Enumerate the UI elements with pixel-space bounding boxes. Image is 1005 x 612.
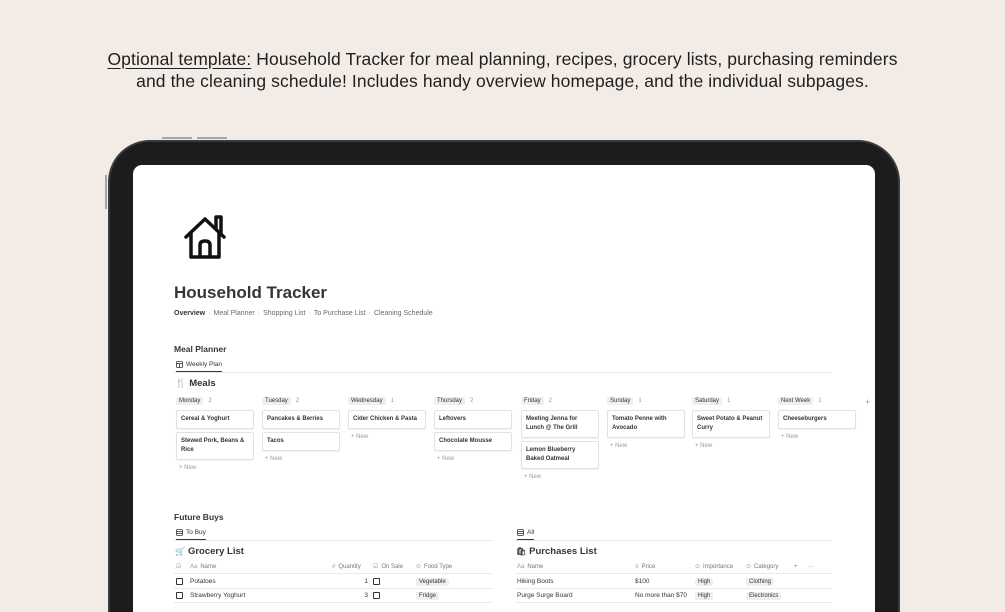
row-name[interactable]: Hiking Boots [517,578,554,585]
grocery-table-header [176,563,492,570]
column-header[interactable] [521,397,599,405]
table-row[interactable] [176,589,492,602]
table-view-icon [517,529,524,536]
select-prop-icon: ⊙ [416,564,422,570]
header-name[interactable] [517,563,635,570]
importance-tag: High [695,578,713,586]
cart-icon: 🛒 [175,547,185,556]
column-header[interactable] [778,397,856,405]
row-name[interactable]: Potatoes [190,578,216,585]
header-select [176,563,190,570]
meals-db-title-label: Meals [189,378,216,389]
meal-card[interactable]: Cider Chicken & Pasta [348,410,426,429]
column-label: Sunday [607,397,633,405]
headline-line2: and the cleaning schedule! Includes handy overview homepage, and the individual subpages. [136,71,869,91]
meal-card[interactable]: Tomato Penne with Avocado [607,410,685,438]
meal-card[interactable]: Stewed Pork, Beans & Rice [176,432,254,460]
meals-db-title[interactable] [175,378,216,389]
more-options-button[interactable]: ··· [808,563,814,570]
meal-card[interactable]: Chocolate Mousse [434,432,512,451]
checkbox-prop-icon: ☑ [373,564,379,570]
table-row[interactable] [517,575,832,588]
house-icon [181,213,229,261]
tab-to-buy-label: To Buy [186,529,206,536]
divider [174,602,492,603]
column-count: 2 [208,398,212,404]
column-header[interactable] [348,397,426,405]
tablet-top-button [162,137,192,139]
table-view-icon [176,529,183,536]
tablet-top-button [197,137,227,139]
divider [515,573,832,574]
column-header[interactable] [176,397,254,405]
divider [174,372,832,373]
text-prop-icon: Aa [190,563,198,570]
add-group-button[interactable]: + [865,397,871,407]
board-column [607,397,685,451]
column-label: Wednesday [348,397,386,405]
header-importance[interactable] [695,563,746,570]
header-price-label: Price [641,563,656,570]
table-row[interactable] [517,589,832,602]
headline-underlined: Optional template: [107,49,252,69]
purchases-db-title-label: Purchases List [529,546,597,557]
tablet-side-button [105,175,107,209]
column-count: 2 [295,398,300,404]
column-header[interactable] [434,397,512,405]
board-column [778,397,856,442]
select-prop-icon: ⊙ [695,564,701,570]
new-card-button[interactable]: + New [610,443,628,449]
nav-separator: · [208,310,211,317]
meal-planner-heading: Meal Planner [174,344,227,354]
select-prop-icon: ⊙ [746,564,752,570]
importance-tag: High [695,592,713,600]
nav-link-meal-planner[interactable]: Meal Planner [213,310,255,317]
header-food-type[interactable] [416,563,492,570]
meal-card[interactable]: Tacos [262,432,340,451]
food-type-tag: Fridge [416,592,439,600]
text-lines-icon: ≡ [635,563,639,570]
future-buys-heading: Future Buys [174,512,224,522]
header-name-label: Name [200,563,217,570]
new-card-button[interactable]: + New [781,434,799,440]
header-name[interactable] [190,563,332,570]
meal-card[interactable]: Meeting Jenna for Lunch @ The Grill [521,410,599,438]
new-card-button[interactable]: + New [524,474,542,480]
row-name[interactable]: Strawberry Yoghurt [190,592,246,599]
header-importance-label: Importance [703,563,734,570]
nav-separator: · [257,310,261,317]
column-count: 2 [470,398,474,404]
board-column [262,397,340,464]
purchases-table-header [517,563,832,570]
new-card-button[interactable]: + New [695,443,713,449]
header-price[interactable] [635,563,695,570]
board-column [434,397,512,464]
board-column [521,397,599,482]
nav-link-to-purchase-list[interactable]: To Purchase List [313,310,366,317]
nav-link-cleaning-schedule[interactable]: Cleaning Schedule [373,310,433,317]
column-count: 1 [390,398,394,404]
promo-headline [0,48,1005,92]
category-tag: Electronics [746,592,781,600]
meal-card[interactable]: Cereal & Yoghurt [176,410,254,429]
fork-knife-icon: 🍴 [175,378,187,388]
header-category-label: Category [754,563,779,570]
grocery-db-title-label: Grocery List [187,546,244,557]
meal-card[interactable]: Lemon Blueberry Baked Oatmeal [521,441,599,469]
header-quantity-label: Quantity [338,563,361,570]
divider [515,602,832,603]
meal-card[interactable]: Leftovers [434,410,512,429]
column-header[interactable] [692,397,770,405]
nav-separator: · [368,310,371,317]
bag-icon: 🛍 [516,547,527,556]
column-label: Friday [521,397,544,405]
meal-card[interactable]: Cheeseburgers [778,410,856,429]
tab-all[interactable] [517,529,534,540]
header-quantity[interactable] [332,563,373,570]
meal-card[interactable]: Sweet Potato & Peanut Curry [692,410,770,438]
column-label: Tuesday [262,397,291,405]
column-label: Monday [176,397,203,405]
header-on-sale-label: On Sale [381,563,404,570]
new-card-button[interactable]: + New [351,434,369,440]
column-label: Next Week [778,397,813,405]
divider [174,540,492,541]
on-sale-checkbox[interactable] [373,578,380,585]
table-row[interactable] [176,575,492,588]
tab-all-label: All [527,529,535,536]
row-select-checkbox[interactable] [176,578,183,585]
row-quantity[interactable]: 3 [364,592,368,599]
board-column [176,397,254,473]
board-column [692,397,770,451]
row-name[interactable]: Purge Surge Board [517,592,573,599]
on-sale-checkbox[interactable] [373,592,380,599]
column-count: 1 [638,398,642,404]
add-property-button[interactable]: + [794,563,798,570]
column-label: Thursday [434,397,465,405]
headline-line1: Household Tracker for meal planning, recipes, grocery lists, purchasing reminders [251,49,898,69]
number-prop-icon: # [332,563,336,570]
page-title: Household Tracker [174,283,328,302]
row-price[interactable]: No more than $70 [635,592,688,599]
nav-link-shopping-list[interactable]: Shopping List [263,310,306,317]
column-header[interactable] [607,397,685,405]
breadcrumb-nav [174,310,433,317]
checkbox-icon: ☑ [176,564,182,570]
new-card-button[interactable]: + New [437,456,455,462]
column-count: 1 [727,398,731,404]
tab-weekly-plan-label: Weekly Plan [186,361,223,368]
board-view-icon [176,361,183,368]
new-card-button[interactable]: + New [265,456,283,462]
row-select-checkbox[interactable] [176,592,183,599]
tab-weekly-plan[interactable] [176,361,222,372]
nav-link-overview[interactable]: Overview [174,310,206,317]
column-header[interactable] [262,397,340,405]
notion-page [133,165,875,612]
grocery-db-title[interactable] [175,546,244,557]
row-quantity[interactable]: 1 [364,578,368,585]
column-label: Saturday [692,397,722,405]
header-food-type-label: Food Type [424,563,453,570]
new-card-button[interactable]: + New [179,465,197,471]
board-column [348,397,426,442]
nav-separator: · [308,310,311,317]
header-category[interactable] [746,563,794,570]
header-name-label: Name [527,563,544,570]
food-type-tag: Vegetable [416,578,449,586]
tab-to-buy[interactable] [176,529,206,540]
column-count: 1 [818,398,822,404]
meal-card[interactable]: Pancakes & Berries [262,410,340,429]
divider [174,573,492,574]
purchases-db-title[interactable] [516,546,597,557]
row-price[interactable]: $100 [635,578,650,585]
divider [515,540,832,541]
category-tag: Clothing [746,578,774,586]
column-count: 2 [548,398,553,404]
text-prop-icon: Aa [517,563,525,570]
header-on-sale[interactable] [373,563,416,570]
